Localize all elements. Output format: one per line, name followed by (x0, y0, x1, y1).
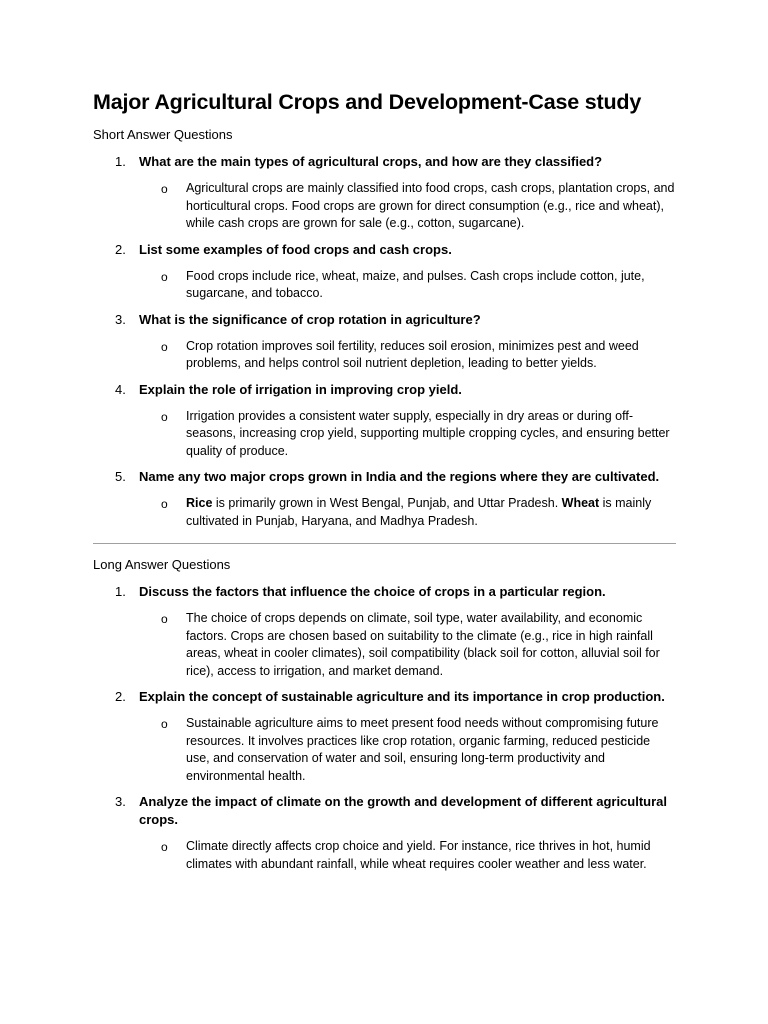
question-number: 1. (115, 154, 126, 169)
answer-item (93, 408, 676, 461)
answer-item (93, 180, 676, 233)
answer-text-run: Sustainable agriculture aims to meet present food needs without compromising future resources. It involves practices like crop rotation, organic farming, reduced pesticide use, and conservation of water and soil, ensuring long-term productivity and environmental health. (186, 716, 659, 783)
answer-text-run: Climate directly affects crop choice and yield. For instance, rice thrives in hot, humid climates with abundant rainfall, while wheat requires cooler weather and less water. (186, 839, 651, 871)
section-heading: Long Answer Questions (93, 557, 231, 572)
question-text: What are the main types of agricultural crops, and how are they classified? (139, 154, 603, 169)
long-answer-section (93, 556, 676, 873)
question-text: Explain the concept of sustainable agriculture and its importance in crop production. (139, 689, 665, 704)
answer-text-run: Irrigation provides a consistent water supply, especially in dry areas or during off-seasons, increasing crop yield, supporting multiple cropping cycles, and ensuring better quality of produce. (186, 408, 670, 458)
answer-text (186, 408, 676, 461)
question-number: 1. (115, 584, 126, 599)
answer-list (93, 180, 676, 233)
section-heading: Short Answer Questions (93, 127, 233, 142)
answer-list (93, 268, 676, 303)
question-text: List some examples of food crops and cash crops. (139, 241, 452, 257)
hollow-bullet-icon: o (161, 269, 168, 284)
question-number: 5. (115, 469, 126, 484)
question-list (93, 153, 676, 530)
hollow-bullet-icon: o (161, 612, 168, 626)
answer-text-run: Crop rotation improves soil fertility, reduces soil erosion, minimizes pest and weed problems, and helps control soil nutrient depletion, leading to better yields. (186, 338, 639, 370)
answer-emphasis: Rice (186, 496, 213, 510)
question-item (93, 381, 676, 461)
short-answer-section (93, 126, 676, 530)
answer-list (93, 338, 676, 373)
question-item (93, 793, 676, 873)
answer-text-run: Agricultural crops are mainly classified into food crops, cash crops, plantation crops, and horticultural crops. Food crops are grown for direct consumption (e.g., rice and wheat), while cash crops are grown for sale (e.g., cotton, sugarcane). (186, 181, 675, 230)
answer-list (93, 495, 676, 530)
hollow-bullet-icon: o (161, 339, 168, 354)
question-number: 3. (115, 794, 126, 809)
answer-text-run: Food crops include rice, wheat, maize, and pulses. Cash crops include cotton, jute, sugarcane, and tobacco. (186, 268, 645, 300)
answer-text (186, 180, 676, 233)
hollow-bullet-icon: o (161, 182, 168, 196)
question-item (93, 311, 676, 373)
question-text: Name any two major crops grown in India and the regions where they are cultivated. (139, 469, 660, 484)
question-list (93, 583, 676, 873)
answer-item (93, 495, 676, 530)
question-text: Discuss the factors that influence the choice of crops in a particular region. (139, 584, 606, 599)
question-item (93, 688, 676, 785)
answer-text (186, 715, 676, 785)
answer-item (93, 338, 676, 373)
hollow-bullet-icon: o (161, 717, 168, 731)
question-number: 3. (115, 311, 126, 327)
question-item (93, 241, 676, 303)
question-item (93, 468, 676, 530)
answer-item (93, 268, 676, 303)
answer-item (93, 610, 676, 680)
question-text: Analyze the impact of climate on the growth and development of different agricultural crops. (139, 794, 668, 827)
section-divider (93, 543, 676, 544)
answer-list (93, 838, 676, 873)
question-item (93, 583, 676, 680)
document-title: Major Agricultural Crops and Development-Case study (93, 90, 642, 114)
hollow-bullet-icon: o (161, 840, 168, 854)
hollow-bullet-icon: o (161, 497, 168, 511)
answer-emphasis: Wheat (561, 496, 600, 510)
document-body (93, 126, 676, 873)
answer-text (186, 610, 676, 680)
answer-text (186, 495, 676, 530)
answer-text (186, 268, 676, 303)
question-number: 2. (115, 241, 126, 257)
answer-text-run: is mainly cultivated in Punjab, Haryana, and Madhya Pradesh. (186, 496, 652, 528)
answer-text (186, 338, 676, 373)
question-number: 2. (115, 689, 126, 704)
answer-text-run: is primarily grown in West Bengal, Punjab, and Uttar Pradesh. (212, 496, 562, 510)
answer-list (93, 408, 676, 461)
question-number: 4. (115, 381, 126, 397)
answer-text-run: The choice of crops depends on climate, soil type, water availability, and economic factors. Crops are chosen based on suitability to the climate (e.g., rice in high rainfall areas, wheat in cooler climates), soil compatibility (black soil for cotton, alluvial soil for rice), access to irrigation, and market demand. (186, 611, 660, 678)
answer-item (93, 715, 676, 785)
answer-list (93, 610, 676, 680)
question-item (93, 153, 676, 233)
question-text: Explain the role of irrigation in improving crop yield. (139, 381, 462, 397)
answer-list (93, 715, 676, 785)
hollow-bullet-icon: o (161, 409, 168, 424)
answer-item (93, 838, 676, 873)
answer-text (186, 838, 676, 873)
question-text: What is the significance of crop rotation in agriculture? (139, 311, 481, 327)
